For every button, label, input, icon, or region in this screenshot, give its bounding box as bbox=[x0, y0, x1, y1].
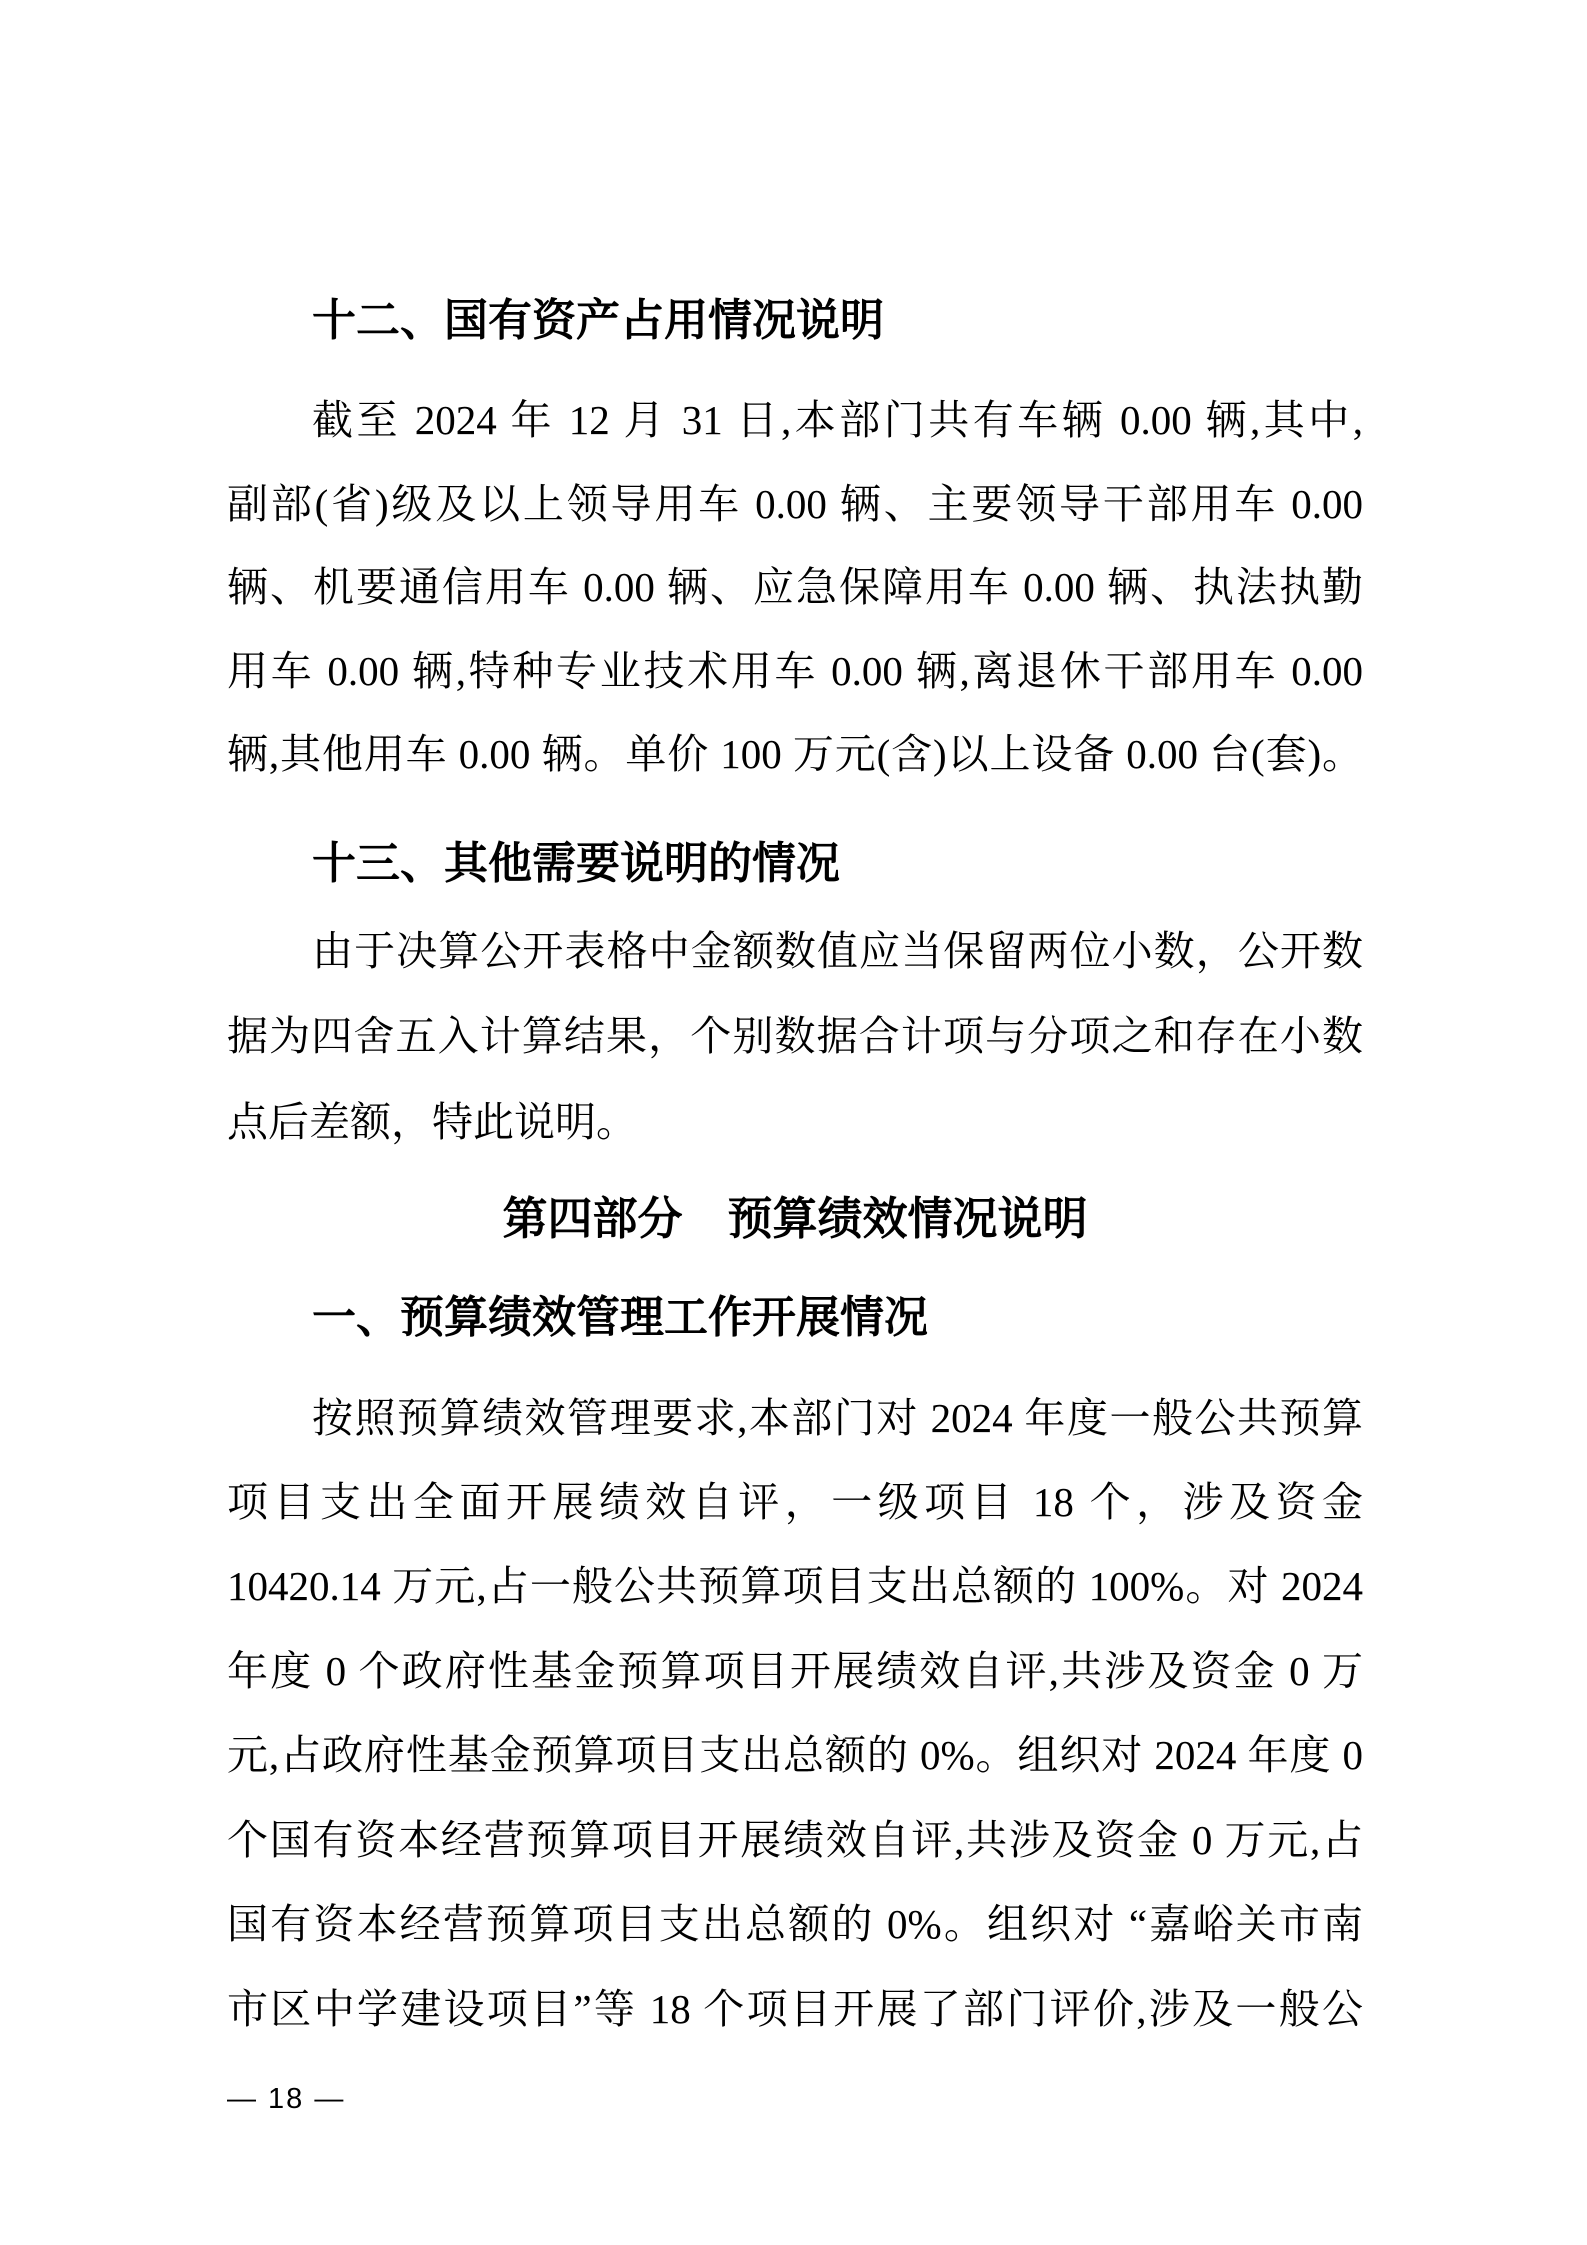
section-heading-twelve: 十二、国有资产占用情况说明 bbox=[312, 296, 884, 345]
performance-paragraph-line: 市区中学建设项目”等 18 个项目开展了部门评价,涉及一般公 bbox=[227, 1986, 1363, 2032]
assets-paragraph-line: 辆、机要通信用车 0.00 辆、应急保障用车 0.00 辆、执法执勤 bbox=[227, 564, 1363, 610]
performance-paragraph-line: 年度 0 个政府性基金预算项目开展绩效自评,共涉及资金 0 万 bbox=[227, 1648, 1363, 1694]
assets-paragraph-line: 截至 2024 年 12 月 31 日,本部门共有车辆 0.00 辆,其中, bbox=[312, 397, 1363, 443]
section-heading-thirteen: 十三、其他需要说明的情况 bbox=[312, 839, 840, 888]
rounding-paragraph-line: 点后差额，特此说明。 bbox=[227, 1099, 637, 1145]
performance-paragraph-line: 10420.14 万元,占一般公共预算项目支出总额的 100%。对 2024 bbox=[227, 1563, 1363, 1609]
performance-paragraph-line: 个国有资本经营预算项目开展绩效自评,共涉及资金 0 万元,占 bbox=[227, 1817, 1363, 1863]
part-four-title: 第四部分 预算绩效情况说明 bbox=[502, 1194, 1088, 1244]
section-heading-one: 一、预算绩效管理工作开展情况 bbox=[312, 1293, 928, 1342]
rounding-paragraph-line: 据为四舍五入计算结果，个别数据合计项与分项之和存在小数 bbox=[227, 1013, 1363, 1059]
performance-paragraph-line: 按照预算绩效管理要求,本部门对 2024 年度一般公共预算 bbox=[312, 1395, 1363, 1441]
page-number: — 18 — bbox=[227, 2083, 346, 2115]
assets-paragraph-line: 辆,其他用车 0.00 辆。单价 100 万元(含)以上设备 0.00 台(套)。 bbox=[227, 731, 1363, 777]
performance-paragraph-line: 项目支出全面开展绩效自评，一级项目 18 个，涉及资金 bbox=[227, 1479, 1363, 1525]
performance-paragraph-line: 元,占政府性基金预算项目支出总额的 0%。组织对 2024 年度 0 bbox=[227, 1732, 1363, 1778]
assets-paragraph-line: 用车 0.00 辆,特种专业技术用车 0.00 辆,离退休干部用车 0.00 bbox=[227, 648, 1363, 694]
performance-paragraph-line: 国有资本经营预算项目支出总额的 0%。组织对 “嘉峪关市南 bbox=[227, 1901, 1363, 1947]
assets-paragraph-line: 副部(省)级及以上领导用车 0.00 辆、主要领导干部用车 0.00 bbox=[227, 481, 1363, 527]
rounding-paragraph-line: 由于决算公开表格中金额数值应当保留两位小数，公开数 bbox=[312, 928, 1363, 974]
